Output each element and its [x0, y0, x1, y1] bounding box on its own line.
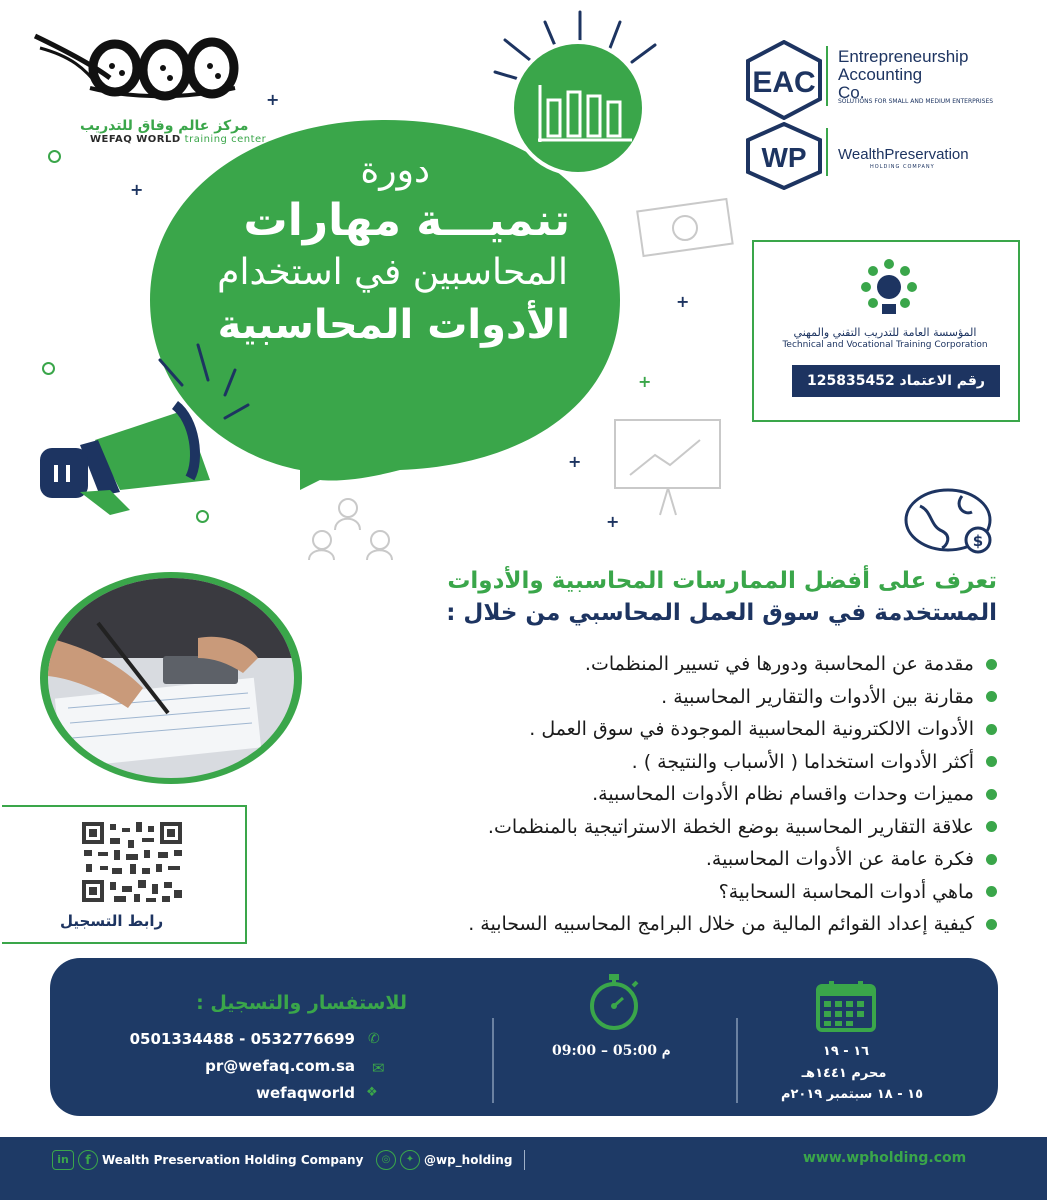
instagram-icon[interactable]: ◎ — [376, 1150, 396, 1170]
plus-decoration-icon: + — [638, 372, 652, 391]
bullet-dot-icon — [986, 821, 997, 832]
intro-line-2: المستخدمة في سوق العمل المحاسبي من خلال : — [446, 600, 997, 626]
footer-social-handle[interactable]: @wp_holding — [424, 1153, 513, 1167]
wefaq-name-bold: WEFAQ WORLD — [90, 134, 181, 145]
plus-decoration-icon: + — [676, 292, 690, 311]
wp-company-name: WealthPreservation — [838, 146, 969, 163]
bullet-dot-icon — [986, 756, 997, 767]
footer-company-name: Wealth Preservation Holding Company — [102, 1153, 364, 1167]
bullet-dot-icon — [986, 659, 997, 670]
whatsapp-phone-icon: ✆ — [368, 1031, 380, 1047]
registration-link-label[interactable]: رابط التسجيل — [60, 912, 164, 930]
plus-decoration-icon: + — [266, 90, 280, 109]
topic-item — [237, 778, 997, 811]
bullet-dot-icon — [986, 854, 997, 865]
topic-text: مقارنة بين الأدوات والتقارير المحاسبية . — [661, 685, 974, 708]
course-time: 09:00 – 05:00 م — [552, 1043, 671, 1059]
bullet-dot-icon — [986, 886, 997, 897]
stopwatch-icon — [583, 970, 645, 1032]
linkedin-icon[interactable]: in — [52, 1150, 74, 1170]
topic-text: مميزات وحدات واقسام نظام الأدوات المحاسبية. — [592, 783, 974, 806]
topic-item — [237, 713, 997, 746]
topic-text: الأدوات الالكترونية المحاسبية الموجودة في سوق العمل . — [529, 718, 974, 741]
eac-tagline: SOLUTIONS FOR SMALL AND MEDIUM ENTERPRISES — [838, 98, 994, 105]
bullet-dot-icon — [986, 691, 997, 702]
accreditation-number-badge: رقم الاعتماد 125835452 — [792, 365, 1000, 397]
registration-qr-code[interactable] — [80, 820, 184, 904]
topic-item — [237, 876, 997, 909]
twitter-icon[interactable]: ✦ — [400, 1150, 420, 1170]
plus-decoration-icon: + — [130, 180, 144, 199]
course-label: دورة — [360, 150, 430, 191]
calendar-icon — [815, 980, 877, 1032]
topic-item — [237, 681, 997, 714]
topic-text: علاقة التقارير المحاسبية بوضع الخطة الاستراتيجية بالمنظمات. — [487, 815, 974, 838]
topic-item — [237, 648, 997, 681]
globe-money-icon — [902, 486, 998, 558]
divider — [736, 1018, 738, 1103]
tvtc-name-arabic: المؤسسة العامة للتدريب التقني والمهني — [793, 326, 977, 339]
topic-text: فكرة عامة عن الأدوات المحاسبية. — [705, 848, 974, 871]
eac-company-name — [838, 48, 968, 102]
phone-numbers[interactable]: 0501334488 - 0532776699 — [129, 1030, 355, 1048]
plus-decoration-icon: + — [606, 512, 620, 531]
topic-text: ماهي أدوات المحاسبة السحابية؟ — [718, 880, 974, 903]
divider — [826, 128, 828, 176]
email-icon: ✉ — [372, 1059, 385, 1077]
course-date-hijri: محرم ١٤٤١هـ — [801, 1066, 887, 1081]
tvtc-name-english: Technical and Vocational Training Corporation — [782, 340, 988, 350]
topic-text: أكثر الأدوات استخداما ( الأسباب والنتيجة ) . — [631, 750, 974, 773]
wefaq-name-arabic: مركز عالم وفاق للتدريب — [80, 118, 249, 134]
divider — [826, 46, 828, 106]
topic-text: كيفية إعداد القوائم المالية من خلال البرامج المحاسبيه السحابية . — [468, 913, 974, 936]
topic-item — [237, 908, 997, 941]
topic-text: مقدمة عن المحاسبة ودورها في تسيير المنظمات. — [584, 653, 974, 676]
facebook-icon[interactable]: f — [78, 1150, 98, 1170]
divider — [524, 1150, 525, 1170]
eac-line-1: Entrepreneurship — [838, 47, 969, 66]
bullet-dot-icon — [986, 919, 997, 930]
email-address[interactable]: pr@wefaq.com.sa — [205, 1057, 355, 1075]
tvtc-logo-icon — [860, 258, 918, 316]
footer-website-link[interactable]: www.wpholding.com — [803, 1150, 967, 1166]
wp-tagline: HOLDING COMPANY — [870, 164, 935, 170]
wp-logo-icon — [744, 122, 824, 190]
twitter-instagram-icon: ❖ — [366, 1085, 378, 1100]
social-handle[interactable]: wefaqworld — [256, 1084, 355, 1102]
topics-list — [237, 648, 997, 941]
course-title-line-3: الأدوات المحاسبية — [217, 302, 570, 348]
course-title-line-1: تنميـــة مهارات — [243, 195, 570, 246]
contact-title: للاستفسار والتسجيل : — [196, 992, 407, 1014]
topic-item — [237, 843, 997, 876]
svg-text:EAC: EAC — [752, 66, 816, 99]
divider — [492, 1018, 494, 1103]
svg-text:$: $ — [972, 532, 984, 550]
topic-item — [237, 746, 997, 779]
bullet-dot-icon — [986, 789, 997, 800]
course-date-gregorian: ١٥ - ١٨ سبتمبر ٢٠١٩م — [780, 1087, 924, 1102]
topic-item — [237, 811, 997, 844]
plus-decoration-icon: + — [568, 452, 582, 471]
eac-line-2: Accounting — [838, 65, 923, 84]
bullet-dot-icon — [986, 724, 997, 735]
eac-line-3: Co. — [838, 83, 865, 102]
intro-line-1: تعرف على أفضل الممارسات المحاسبية والأدوات — [447, 568, 997, 594]
course-days: ١٦ - ١٩ — [822, 1044, 870, 1059]
wefaq-name-light: training center — [184, 134, 267, 145]
svg-text:WP: WP — [761, 142, 807, 173]
course-title-line-2: المحاسبين في استخدام — [217, 252, 568, 293]
eac-logo-icon — [744, 40, 824, 120]
